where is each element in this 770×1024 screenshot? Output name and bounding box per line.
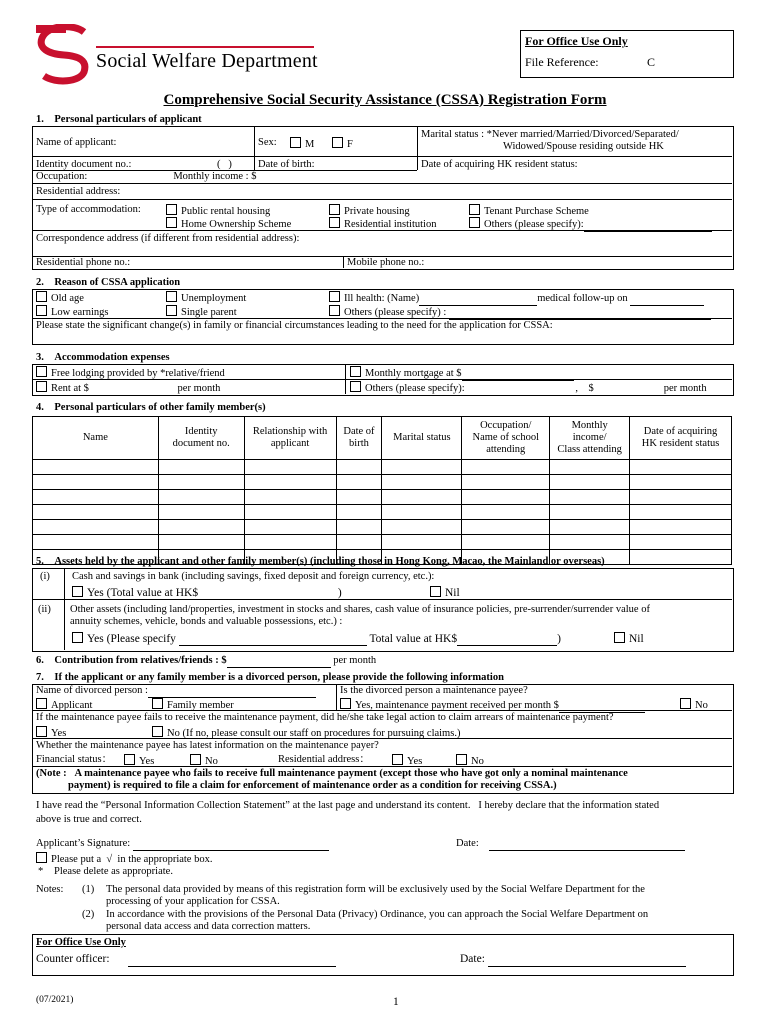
section-4-heading: 4. Personal particulars of other family member(s): [36, 402, 266, 413]
table-row: [33, 505, 732, 520]
acc-hos-label: Home Ownership Scheme: [181, 219, 292, 230]
table-cell[interactable]: [382, 505, 462, 520]
column-header-line: income/: [572, 432, 607, 443]
column-header-line: HK resident status: [641, 438, 720, 449]
divider: [336, 684, 337, 710]
sex-f-label: F: [347, 139, 353, 150]
table-cell[interactable]: [336, 520, 382, 535]
column-header-line: Class attending: [557, 444, 622, 455]
tick-note: [36, 852, 212, 866]
table-cell[interactable]: [630, 460, 732, 475]
fs-yes-option[interactable]: [124, 754, 154, 768]
asset-i-nil-option[interactable]: [430, 586, 460, 599]
asset-i-close: ): [337, 587, 342, 599]
table-cell[interactable]: [382, 460, 462, 475]
fs-yes-label: Yes: [139, 756, 155, 767]
mortgage-field[interactable]: [462, 368, 574, 381]
divorced-applicant-label: Applicant: [51, 700, 93, 711]
table-cell[interactable]: [630, 535, 732, 550]
rent-option[interactable]: [36, 381, 220, 396]
table-cell[interactable]: [630, 475, 732, 490]
section-5-heading: 5. Assets held by the applicant and other family member(s) (including those in Hong Kong, Macao, the Mainland or overseas): [36, 556, 605, 567]
financial-status-label: Financial status：: [36, 754, 113, 765]
column-header-line: Date of acquiring: [643, 426, 718, 437]
department-name: Social Welfare Department: [96, 50, 318, 72]
asset-ii-specify-field[interactable]: [179, 633, 367, 646]
sex-m-option[interactable]: [290, 137, 314, 151]
asset-ii-yes-option[interactable]: [72, 632, 561, 646]
table-cell[interactable]: [244, 535, 336, 550]
family-column-header: [630, 417, 732, 460]
family-column-header: [382, 417, 462, 460]
legal-no-option[interactable]: [152, 726, 460, 740]
table-cell[interactable]: [630, 505, 732, 520]
table-cell[interactable]: [158, 535, 244, 550]
reason-others[interactable]: [329, 305, 711, 320]
accom-others-label: Others (please specify):: [365, 383, 465, 394]
table-cell[interactable]: [33, 505, 159, 520]
declaration-line2: above is true and correct.: [36, 814, 142, 825]
reason-old-age-label: Old age: [51, 293, 84, 304]
table-cell[interactable]: [550, 475, 630, 490]
table-cell[interactable]: [630, 550, 732, 565]
marital-status-line1: Marital status : *Never married/Married/Divorced/Separated/: [421, 129, 679, 140]
payee-yes-option[interactable]: [340, 698, 645, 713]
monthly-income-label: Monthly income : $: [173, 171, 257, 182]
table-cell[interactable]: [382, 520, 462, 535]
mortgage-label: Monthly mortgage at $: [365, 368, 462, 379]
divider: [417, 126, 418, 170]
date-label: Date:: [456, 838, 479, 849]
page-number: 1: [393, 996, 399, 1008]
table-cell[interactable]: [33, 490, 159, 505]
delete-note: Please delete as appropriate.: [54, 866, 173, 877]
column-header-line: attending: [486, 444, 526, 455]
reason-low-earnings-label: Low earnings: [51, 307, 109, 318]
checkbox-icon[interactable]: [166, 204, 177, 215]
residential-address-q-label: Residential address：: [278, 754, 370, 765]
signature-row: [36, 838, 329, 851]
table-cell[interactable]: [462, 505, 550, 520]
ra-yes-label: Yes: [407, 756, 423, 767]
column-header-line: applicant: [270, 438, 310, 449]
signature-label: Applicant’s Signature:: [36, 838, 131, 849]
reason-single-parent[interactable]: [166, 305, 237, 319]
note-1-number: (1): [82, 884, 95, 895]
divider: [32, 199, 732, 200]
family-column-header: [33, 417, 159, 460]
table-row: [33, 460, 732, 475]
divorced-family-option[interactable]: [152, 698, 234, 712]
counter-officer-label: Counter officer:: [36, 953, 110, 965]
sex-label: Sex:: [258, 137, 277, 148]
legal-action-question: If the maintenance payee fails to receive the maintenance payment, did he/she take legal action to claim arrears of maintenance payment?: [36, 712, 614, 723]
reason-low-earnings[interactable]: [36, 305, 108, 319]
checkbox-icon[interactable]: [166, 217, 177, 228]
family-column-header: [158, 417, 244, 460]
rent-per-month: per month: [177, 383, 221, 394]
declaration-line1: I have read the “Personal Information Collection Statement” at the last page and understand its content. I hereby declare that the information stated: [36, 800, 660, 811]
occupation-field[interactable]: [87, 171, 173, 184]
footer-date-field[interactable]: [488, 966, 686, 967]
legal-no-label: No (If no, please consult our staff on procedures for pursuing claims.): [167, 728, 461, 739]
table-cell[interactable]: [550, 520, 630, 535]
form-version: (07/2021): [36, 995, 74, 1005]
fs-no-label: No: [205, 756, 218, 767]
asset-i-label: (i): [40, 571, 50, 582]
acc-hos-option[interactable]: [166, 217, 291, 231]
checkbox-icon[interactable]: [152, 698, 163, 709]
checkbox-icon[interactable]: [36, 291, 47, 302]
acc-private-label: Private housing: [344, 206, 410, 217]
table-cell[interactable]: [33, 460, 159, 475]
family-column-header: [244, 417, 336, 460]
divorced-name-label: Name of divorced person :: [36, 685, 148, 696]
form-title: Comprehensive Social Security Assistance (CSSA) Registration Form: [163, 92, 607, 108]
footer-office-box: [32, 934, 734, 976]
note-2-line1: In accordance with the provisions of the Personal Data (Privacy) Ordinance, you can approach the Social Welfare Department on: [106, 909, 649, 920]
table-cell[interactable]: [336, 460, 382, 475]
acc-others-option[interactable]: [469, 217, 712, 232]
asset-ii-close: ): [557, 633, 561, 645]
identity-document-label: Identity document no.:: [36, 159, 132, 170]
counter-officer-field[interactable]: [128, 966, 336, 967]
asset-i-yes-option[interactable]: [72, 586, 342, 600]
table-cell[interactable]: [244, 505, 336, 520]
table-cell[interactable]: [244, 460, 336, 475]
section-1-heading: 1. Personal particulars of applicant: [36, 114, 202, 125]
accom-others-option[interactable]: [350, 381, 707, 396]
table-cell[interactable]: [336, 535, 382, 550]
office-use-box: [520, 30, 734, 78]
table-cell[interactable]: [244, 490, 336, 505]
table-row: [33, 490, 732, 505]
divorced-family-label: Family member: [167, 700, 234, 711]
asset-ii-text1: Other assets (including land/properties, investment in stocks and shares, cash value of insurance policies, pre-surrender/surrender value of: [70, 604, 650, 615]
table-cell[interactable]: [630, 520, 732, 535]
rent-field[interactable]: [89, 383, 175, 396]
checkbox-icon[interactable]: [190, 754, 201, 765]
table-cell[interactable]: [158, 505, 244, 520]
ra-yes-option[interactable]: [392, 754, 422, 768]
ra-no-label: No: [471, 756, 484, 767]
column-header-line: document no.: [172, 438, 230, 449]
table-cell[interactable]: [158, 490, 244, 505]
acc-public-option[interactable]: [166, 204, 270, 218]
table-cell[interactable]: [630, 490, 732, 505]
column-header-line: Monthly: [571, 420, 608, 431]
column-header-line: Occupation/: [480, 420, 532, 431]
legal-yes-option[interactable]: [36, 726, 66, 740]
medical-follow-label: medical follow-up on: [537, 293, 628, 304]
checkbox-icon[interactable]: [456, 754, 467, 765]
marital-status-line2: Widowed/Spouse residing outside HK: [503, 141, 664, 152]
family-members-table: [32, 416, 732, 565]
is-payee-question: Is the divorced person a maintenance payee?: [340, 685, 528, 696]
checkbox-icon[interactable]: [329, 204, 340, 215]
accom-others-dollar: , $: [575, 383, 594, 394]
asset-ii-yes-label: Yes (Please specify: [87, 633, 176, 645]
asset-ii-nil-option[interactable]: [614, 632, 644, 645]
table-cell[interactable]: [158, 460, 244, 475]
significant-change-label: Please state the significant change(s) in family or financial circumstances leading to the need for the application for CSSA:: [36, 320, 553, 331]
reason-others-label: Others (please specify) :: [344, 307, 447, 318]
date-resident-label: Date of acquiring HK resident status:: [421, 159, 578, 170]
fs-no-option[interactable]: [190, 754, 218, 768]
checkbox-icon[interactable]: [36, 366, 47, 377]
checkbox-icon[interactable]: [290, 137, 301, 148]
family-column-header: [550, 417, 630, 460]
table-cell[interactable]: [382, 535, 462, 550]
table-cell[interactable]: [33, 475, 159, 490]
table-cell[interactable]: [336, 505, 382, 520]
sex-m-label: M: [305, 139, 315, 150]
section-7-heading: 7. If the applicant or any family member is a divorced person, please provide the following information: [36, 672, 504, 683]
checkbox-icon[interactable]: [166, 291, 177, 302]
family-column-header: [462, 417, 550, 460]
column-header-line: Marital status: [393, 432, 451, 443]
occupation-text: Occupation:: [36, 171, 88, 182]
acc-tps-option[interactable]: [469, 204, 589, 218]
column-header-line: Identity: [184, 426, 218, 437]
table-cell[interactable]: [382, 475, 462, 490]
legal-yes-label: Yes: [51, 728, 67, 739]
table-cell[interactable]: [336, 490, 382, 505]
payee-yes-label: Yes, maintenance payment received per month $: [355, 700, 559, 711]
column-header-line: Name: [82, 432, 108, 443]
divorced-applicant-option[interactable]: [36, 698, 92, 712]
asset-i-text: Cash and savings in bank (including savings, fixed deposit and foreign currency, etc.):: [72, 571, 435, 582]
payee-no-label: No: [695, 700, 708, 711]
section-6: [36, 655, 376, 668]
footer-office-title: For Office Use Only: [36, 937, 126, 948]
table-row: [33, 475, 732, 490]
free-lodging-option[interactable]: [36, 366, 225, 380]
table-cell[interactable]: [550, 460, 630, 475]
divider: [32, 156, 732, 157]
divorced-name-field[interactable]: [148, 685, 316, 698]
table-cell[interactable]: [33, 520, 159, 535]
divorced-name: [36, 685, 316, 698]
accom-others-field[interactable]: [467, 383, 575, 396]
table-cell[interactable]: [336, 475, 382, 490]
checkbox-icon[interactable]: [329, 291, 340, 302]
note-2-number: (2): [82, 909, 95, 920]
logo-rule: [96, 46, 314, 48]
asset-ii-total-label: Total value at HK$: [369, 633, 458, 645]
asset-ii-text2: annuity schemes, vehicle, bonds and valuable possessions, etc.) :: [70, 616, 343, 627]
checkbox-icon[interactable]: [152, 726, 163, 737]
table-cell[interactable]: [550, 490, 630, 505]
table-cell[interactable]: [244, 475, 336, 490]
reason-old-age[interactable]: [36, 291, 84, 305]
checkbox-icon[interactable]: [332, 137, 343, 148]
acc-others-label: Others (please specify):: [484, 219, 584, 230]
asset-i-yes-label: Yes (Total value at HK$: [87, 587, 199, 599]
table-cell[interactable]: [462, 490, 550, 505]
swd-logo-icon: [34, 24, 98, 86]
acc-institution-label: Residential institution: [344, 219, 437, 230]
star-mark: *: [38, 866, 44, 877]
table-cell[interactable]: [462, 535, 550, 550]
file-reference-label: File Reference:: [525, 55, 599, 69]
table-cell[interactable]: [550, 505, 630, 520]
footer-date-label: Date:: [460, 953, 485, 965]
column-header-line: birth: [349, 438, 369, 449]
payee-no-option[interactable]: [680, 698, 708, 712]
date-of-birth-label: Date of birth:: [258, 159, 315, 170]
note-1-line2: processing of your application for CSSA.: [106, 896, 280, 907]
residential-phone-label: Residential phone no.:: [36, 257, 131, 268]
free-lodging-label: Free lodging provided by *relative/friend: [51, 368, 225, 379]
acc-institution-option[interactable]: [329, 217, 436, 231]
table-cell[interactable]: [550, 535, 630, 550]
ra-no-option[interactable]: [456, 754, 484, 768]
note-2-line2: personal data access and data correction matters.: [106, 921, 311, 932]
column-header-line: Date of: [343, 426, 375, 437]
table-row: [33, 520, 732, 535]
divider: [343, 256, 344, 268]
checkbox-icon[interactable]: [36, 305, 47, 316]
note-line1: (Note : A maintenance payee who fails to receive full maintenance payment (except those who have got only a nominal maintenance: [36, 768, 628, 779]
checkbox-icon[interactable]: [166, 305, 177, 316]
checkbox-icon[interactable]: [72, 632, 83, 643]
checkbox-icon[interactable]: [469, 217, 480, 228]
divider: [64, 568, 65, 650]
reason-ill-health[interactable]: [329, 291, 704, 306]
file-reference-value[interactable]: C: [647, 55, 656, 69]
table-cell[interactable]: [462, 475, 550, 490]
checkbox-icon[interactable]: [392, 754, 403, 765]
rent-label: Rent at $: [51, 383, 89, 394]
checkbox-icon[interactable]: [430, 586, 441, 597]
acc-tps-label: Tenant Purchase Scheme: [484, 206, 589, 217]
column-header-line: Relationship with: [252, 426, 328, 437]
correspondence-label: Correspondence address (if different from residential address):: [36, 233, 300, 244]
monthly-income-field[interactable]: [256, 171, 324, 184]
checkbox-icon[interactable]: [36, 381, 47, 392]
checkbox-icon[interactable]: [329, 305, 340, 316]
note-line2: payment) is required to file a claim for enforcement of maintenance order as a condition for receiving CSSA.): [68, 780, 557, 791]
reason-unemployment[interactable]: [166, 291, 246, 305]
table-cell[interactable]: [462, 460, 550, 475]
divider: [254, 126, 255, 170]
name-of-applicant-label: Name of applicant:: [36, 137, 117, 148]
asset-i-value-field[interactable]: [201, 587, 335, 600]
identity-check-digit: ( ): [217, 159, 232, 170]
table-cell[interactable]: [158, 520, 244, 535]
checkbox-icon[interactable]: [124, 754, 135, 765]
table-cell[interactable]: [244, 520, 336, 535]
asset-i-nil-label: Nil: [445, 587, 460, 599]
reason-unemployment-label: Unemployment: [181, 293, 247, 304]
checkbox-icon[interactable]: [469, 204, 480, 215]
checkbox-icon: [36, 852, 47, 863]
checkbox-icon[interactable]: [680, 698, 691, 709]
table-cell[interactable]: [462, 520, 550, 535]
residential-address-label: Residential address:: [36, 186, 121, 197]
asset-ii-total-field[interactable]: [457, 633, 557, 646]
section-2-heading: 2. Reason of CSSA application: [36, 277, 181, 288]
notes-label: Notes:: [36, 884, 64, 895]
section-6-heading: 6. Contribution from relatives/friends : $: [36, 655, 227, 666]
note-1-line1: The personal data provided by means of this registration form will be exclusively used by the Social Welfare Department for the: [106, 884, 645, 895]
tick-note-text: Please put a √ in the appropriate box.: [51, 854, 213, 865]
contribution-per-month: per month: [333, 655, 377, 666]
signature-field[interactable]: [133, 838, 329, 851]
checkbox-icon[interactable]: [36, 698, 47, 709]
column-header-line: Name of school: [472, 432, 539, 443]
family-column-header: [336, 417, 382, 460]
acc-private-option[interactable]: [329, 204, 410, 218]
mobile-phone-label: Mobile phone no.:: [347, 257, 425, 268]
latest-info-question: Whether the maintenance payee has latest information on the maintenance payer?: [36, 740, 379, 751]
contribution-field[interactable]: [227, 655, 331, 668]
section-3-heading: 3. Accommodation expenses: [36, 352, 170, 363]
accom-others-per-month: per month: [663, 383, 707, 394]
date-row: [456, 838, 685, 851]
occupation-label: [36, 171, 324, 184]
checkbox-icon[interactable]: [614, 632, 625, 643]
asset-ii-nil-label: Nil: [629, 633, 644, 645]
checkbox-icon[interactable]: [329, 217, 340, 228]
accommodation-type-label: Type of accommodation:: [36, 204, 141, 215]
table-cell[interactable]: [158, 475, 244, 490]
checkbox-icon[interactable]: [340, 698, 351, 709]
checkbox-icon[interactable]: [72, 586, 83, 597]
reason-others-field[interactable]: [449, 307, 711, 320]
accom-others-amount[interactable]: [594, 383, 664, 396]
ill-health-label: Ill health: (Name): [344, 293, 420, 304]
table-row: [33, 535, 732, 550]
asset-ii-label: (ii): [38, 604, 51, 615]
sex-f-option[interactable]: [332, 137, 353, 151]
office-use-title: For Office Use Only: [525, 34, 628, 48]
checkbox-icon[interactable]: [350, 366, 361, 377]
mortgage-option[interactable]: [350, 366, 574, 381]
checkbox-icon[interactable]: [36, 726, 47, 737]
reason-single-parent-label: Single parent: [181, 307, 237, 318]
acc-others-field[interactable]: [584, 219, 712, 232]
table-cell[interactable]: [382, 490, 462, 505]
date-field[interactable]: [489, 838, 685, 851]
checkbox-icon[interactable]: [350, 381, 361, 392]
acc-public-label: Public rental housing: [181, 206, 271, 217]
table-cell[interactable]: [33, 535, 159, 550]
